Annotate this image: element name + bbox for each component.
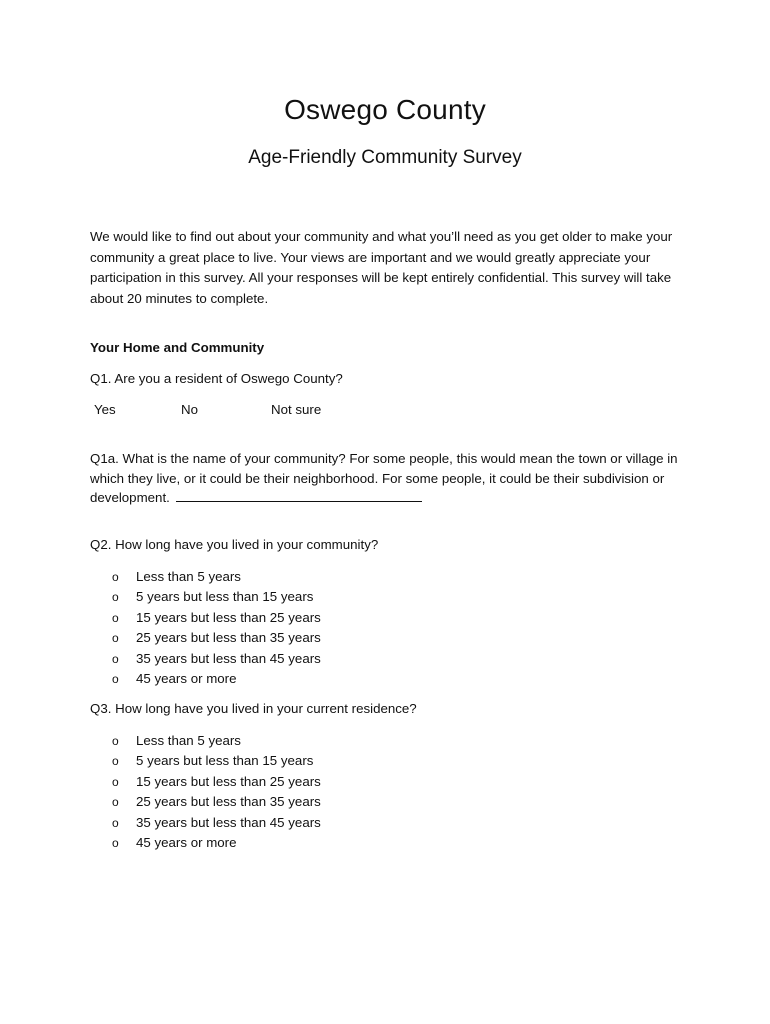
q2-option-label: Less than 5 years [136,569,241,584]
q1-option-no[interactable]: No [181,402,198,417]
q1-option-not-sure[interactable]: Not sure [271,402,322,417]
circle-bullet-icon[interactable]: o [112,815,119,830]
circle-bullet-icon[interactable]: o [112,774,119,789]
q3-option-label: 5 years but less than 15 years [136,753,314,769]
q2-option[interactable] [112,669,321,689]
question-q1a-text: Q1a. What is the name of your community? For some people, this would mean the town or village in which they live, or it could be their neighborhood. For some people, it could be their subdivision or development. [90,451,678,505]
circle-bullet-icon[interactable]: o [112,631,119,646]
q2-options [112,567,321,689]
page-subtitle: Age-Friendly Community Survey [248,147,522,168]
q1-option-yes[interactable]: Yes [94,402,116,417]
circle-bullet-icon[interactable]: o [112,795,119,810]
q2-option-label: 35 years but less than 45 years [136,650,321,666]
q3-option-label: 25 years but less than 35 years [136,794,321,810]
q3-option[interactable] [112,731,321,751]
q3-option[interactable] [112,772,321,792]
q2-option[interactable] [112,628,321,648]
q2-option-label: 15 years but less than 25 years [136,609,321,625]
intro-paragraph: We would like to find out about your community and what you’ll need as you get older to make your community a great place to live. Your views are important and we would greatly appreciate your participation in this survey. All your responses will be kept entirely confidential. This survey will take about 20 minutes to complete. [90,229,673,306]
q3-option[interactable] [112,813,321,833]
q2-option[interactable] [112,608,321,628]
question-q3: Q3. How long have you lived in your current residence? [90,701,417,716]
page-title: Oswego County [284,94,486,125]
section-heading: Your Home and Community [90,340,265,355]
circle-bullet-icon[interactable]: o [112,651,119,666]
q1a-answer-line[interactable] [176,489,422,502]
circle-bullet-icon[interactable]: o [112,835,119,850]
circle-bullet-icon[interactable]: o [112,754,119,769]
circle-bullet-icon[interactable]: o [112,570,119,584]
q2-option-label: 5 years but less than 15 years [136,589,314,605]
q3-option[interactable] [112,833,321,853]
q3-option[interactable] [112,751,321,771]
question-q2: Q2. How long have you lived in your community? [90,537,379,552]
q3-options [112,731,321,853]
circle-bullet-icon[interactable]: o [112,734,119,748]
circle-bullet-icon[interactable]: o [112,590,119,605]
q2-option[interactable] [112,567,321,587]
q3-option-label: 15 years but less than 25 years [136,773,321,789]
circle-bullet-icon[interactable]: o [112,671,119,686]
q2-option[interactable] [112,649,321,669]
q3-option-label: 45 years or more [136,834,237,850]
circle-bullet-icon[interactable]: o [112,610,119,625]
q3-option-label: Less than 5 years [136,733,241,748]
q2-option[interactable] [112,587,321,607]
question-q1a [90,449,690,508]
q2-option-label: 25 years but less than 35 years [136,630,321,646]
q2-option-label: 45 years or more [136,670,237,686]
question-q1: Q1. Are you a resident of Oswego County? [90,371,343,386]
q3-option-label: 35 years but less than 45 years [136,814,321,830]
q3-option[interactable] [112,792,321,812]
